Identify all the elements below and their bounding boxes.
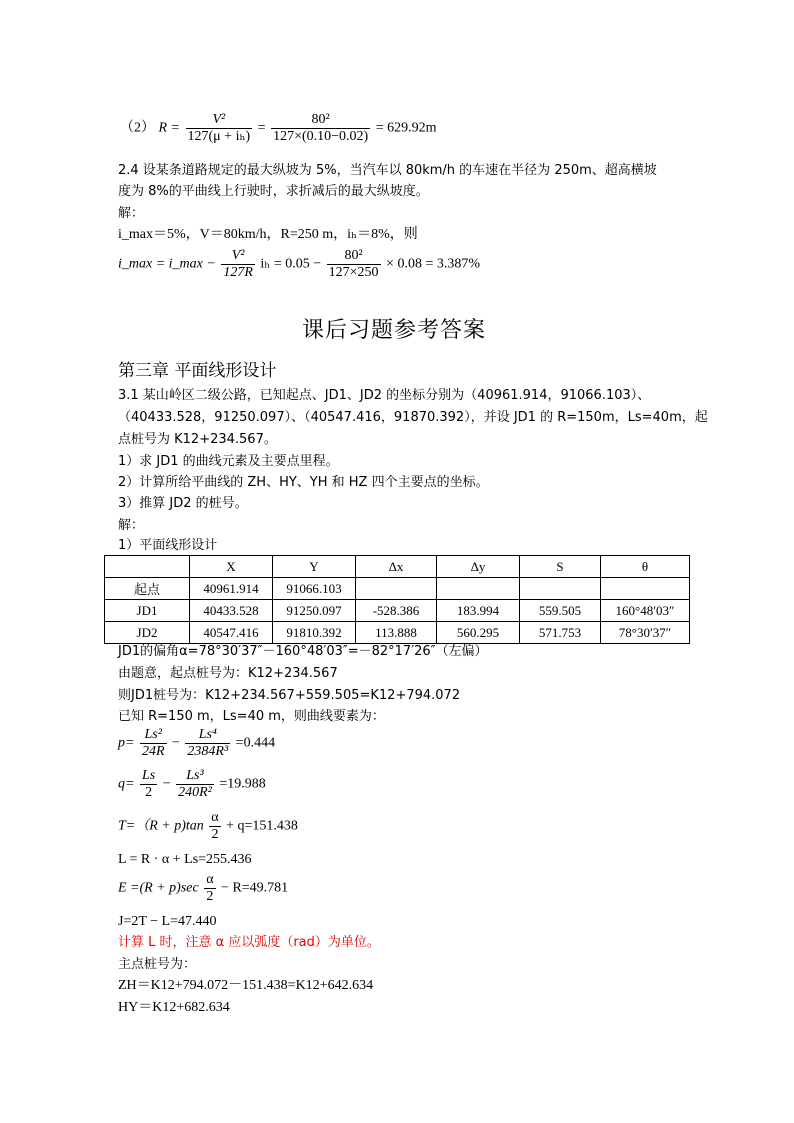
formula-lhs: E =(R + p)sec <box>118 880 199 896</box>
subsection-label: 1）平面线形设计 <box>118 538 218 553</box>
table-cell <box>520 578 601 600</box>
table-header-cell: S <box>520 556 601 578</box>
table-cell: -528.386 <box>356 600 437 622</box>
fraction <box>186 112 253 145</box>
problem-31-line2: （40433.528，91250.097）、（40547.416，91870.392），并设 JD1 的 R=150m，Ls=40m，起 <box>118 410 708 425</box>
table-cell: 起点 <box>105 578 190 600</box>
formula-mid: iₕ = 0.05 − <box>260 256 322 272</box>
formula-t <box>118 810 298 843</box>
result: =0.444 <box>235 735 276 751</box>
formula-e <box>118 872 288 905</box>
table-cell <box>356 578 437 600</box>
table-row <box>105 600 690 622</box>
problem-24-line2: 度为 8%的平曲线上行驶时，求折减后的最大纵坡度。 <box>118 184 429 199</box>
formula-l: L = R · α + Ls=255.436 <box>118 852 252 867</box>
numerator: Ls² <box>140 727 167 744</box>
numerator: α <box>211 810 219 825</box>
denominator: 2 <box>206 889 214 904</box>
solution-label: 解： <box>118 206 145 221</box>
table-header-cell: Δy <box>437 556 520 578</box>
table-cell: JD2 <box>105 622 190 644</box>
formula-q <box>118 768 266 801</box>
question-1: 1）求 JD1 的曲线元素及主要点里程。 <box>118 454 339 469</box>
fraction <box>209 810 220 843</box>
table-header-row <box>105 556 690 578</box>
fraction <box>140 727 167 760</box>
table-cell: 571.753 <box>520 622 601 644</box>
formula-lhs: T=（R + p)tan <box>118 818 204 834</box>
table-cell <box>437 578 520 600</box>
table-header-cell: Y <box>273 556 356 578</box>
fraction <box>327 248 381 281</box>
result: × 0.08 = 3.387% <box>386 256 480 272</box>
table-cell: JD1 <box>105 600 190 622</box>
table-header-cell <box>105 556 190 578</box>
table-cell: 160°48′03″ <box>601 600 690 622</box>
deflection-angle: JD1的偏角α=78°30′37″－160°48′03″=－82°17′26″（左偏） <box>118 644 488 659</box>
main-points-label: 主点桩号为： <box>118 957 197 972</box>
table-row <box>105 578 690 600</box>
table-cell: 560.295 <box>437 622 520 644</box>
fraction <box>271 112 370 145</box>
section-title: 课后习题参考答案 <box>302 318 487 343</box>
table-cell: 40547.416 <box>190 622 273 644</box>
note-red: 计算 L 时，注意 α 应以弧度（rad）为单位。 <box>118 935 380 950</box>
numerator: 80² <box>271 112 370 129</box>
numerator: V² <box>186 112 253 129</box>
solution-label: 解： <box>118 518 145 533</box>
table-cell: 91250.097 <box>273 600 356 622</box>
table-header-cell: X <box>190 556 273 578</box>
minus-sign: − <box>172 735 180 751</box>
table-row <box>105 622 690 644</box>
item-label: （2） <box>120 120 155 136</box>
table-cell: 78°30′37″ <box>601 622 690 644</box>
chapter-title: 第三章 平面线形设计 <box>118 361 277 381</box>
formula-lhs: i_max = i_max − <box>118 256 216 272</box>
table-header-cell: Δx <box>356 556 437 578</box>
table-cell <box>601 578 690 600</box>
denominator: 2 <box>211 827 219 842</box>
numerator: Ls <box>141 768 156 783</box>
table-cell: 40433.528 <box>190 600 273 622</box>
problem-24-line1: 2.4 设某条道路规定的最大纵坡为 5%，当汽车以 80km/h 的车速在半径为 250m、超高横坡 <box>118 163 657 178</box>
formula-lhs: R = <box>158 120 180 136</box>
fraction <box>221 248 255 281</box>
numerator: V² <box>221 248 255 265</box>
question-3: 3）推算 JD2 的桩号。 <box>118 496 248 511</box>
table-cell: 91810.392 <box>273 622 356 644</box>
minus-sign: − <box>162 776 171 792</box>
denominator: 24R <box>141 744 165 759</box>
fraction <box>140 768 157 801</box>
hy-station: HY＝K12+682.634 <box>118 1000 230 1015</box>
formula-r-line <box>120 112 437 145</box>
formula-imax-line <box>118 248 480 281</box>
table-cell: 91066.103 <box>273 578 356 600</box>
denominator: 2 <box>145 785 153 800</box>
problem-31-line3: 点桩号为 K12+234.567。 <box>118 432 277 447</box>
given-values: i_max＝5%，V＝80km/h，R=250 m，iₕ＝8%，则 <box>118 227 418 242</box>
result: = 629.92m <box>375 120 437 136</box>
table-cell: 183.994 <box>437 600 520 622</box>
equals: = <box>257 120 266 136</box>
denominator: 2384R³ <box>187 744 229 759</box>
denominator: 127×(0.10−0.02) <box>273 129 369 144</box>
denominator: 127R <box>223 265 253 280</box>
start-station: 由题意，起点桩号为：K12+234.567 <box>118 666 338 681</box>
fraction <box>176 768 214 801</box>
numerator: Ls³ <box>176 768 214 785</box>
denominator: 127×250 <box>328 265 379 280</box>
numerator: Ls⁴ <box>185 727 230 744</box>
numerator: 80² <box>327 248 381 265</box>
fraction <box>204 872 215 905</box>
zh-station: ZH＝K12+794.072－151.438=K12+642.634 <box>118 978 374 993</box>
table-cell: 559.505 <box>520 600 601 622</box>
problem-31-line1: 3.1 某山岭区二级公路，已知起点、JD1、JD2 的坐标分别为（40961.914，91066.103）、 <box>118 388 651 403</box>
coordinate-table <box>104 555 690 644</box>
denominator: 127(μ + iₕ) <box>187 129 251 144</box>
result: − R=49.781 <box>221 880 289 896</box>
table-header-cell: θ <box>601 556 690 578</box>
question-2: 2）计算所给平曲线的 ZH、HY、YH 和 HZ 四个主要点的坐标。 <box>118 475 489 490</box>
denominator: 240R² <box>178 785 212 800</box>
result: + q=151.438 <box>226 818 298 834</box>
formula-lhs: p= <box>118 735 135 751</box>
result: =19.988 <box>219 776 266 792</box>
fraction <box>185 727 230 760</box>
formula-j: J=2T − L=47.440 <box>118 914 217 929</box>
numerator: α <box>206 872 214 887</box>
known-values: 已知 R=150 m，Ls=40 m，则曲线要素为： <box>118 709 385 724</box>
formula-lhs: q= <box>118 776 135 792</box>
formula-p <box>118 727 275 760</box>
table-cell: 40961.914 <box>190 578 273 600</box>
table-cell: 113.888 <box>356 622 437 644</box>
jd1-station: 则JD1桩号为：K12+234.567+559.505=K12+794.072 <box>118 688 461 703</box>
